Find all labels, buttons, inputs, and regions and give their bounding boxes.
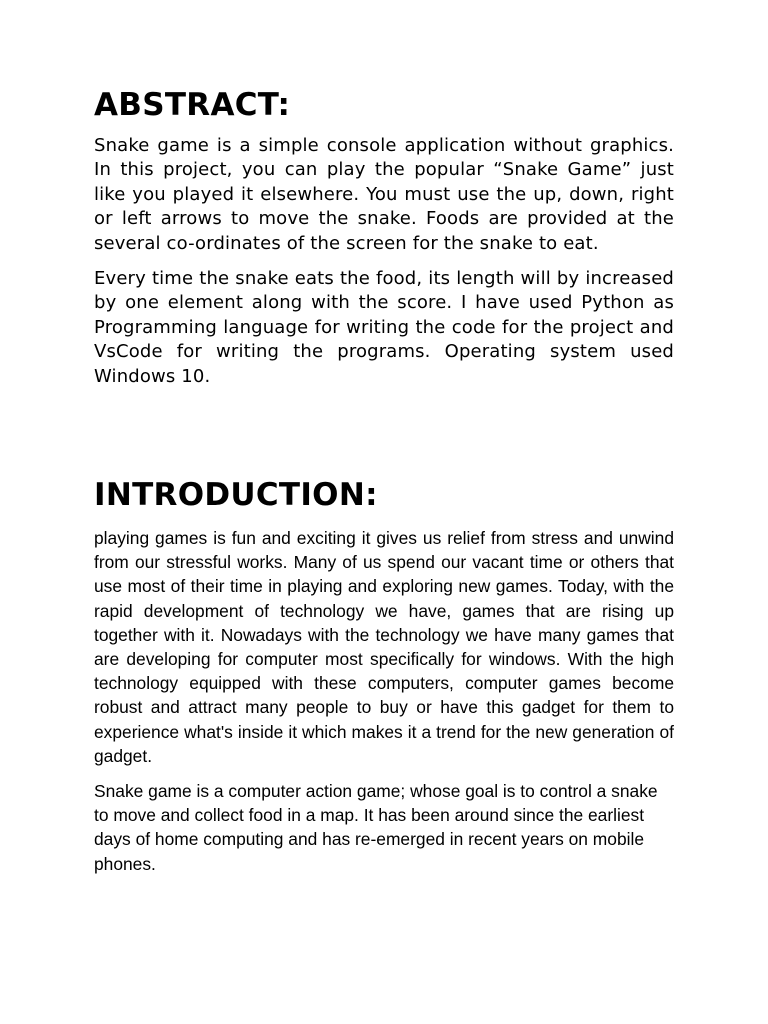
abstract-paragraph: Every time the snake eats the food, its length will by increased by one element along with the score. I have used Python as Programming language for writing the code for the project and VsCode for writing the programs. Operating system used Windows 10.: [94, 268, 674, 387]
introduction-heading: INTRODUCTION:: [94, 477, 378, 513]
introduction-paragraph: playing games is fun and exciting it gives us relief from stress and unwind from our stressful works. Many of us spend our vacant time or others that use most of their time in playing and exploring new games. Today, with the rapid development of technology we have, games that are rising up together with it. Nowadays with the technology we have many games that are developing for computer most specifically for windows. With the high technology equipped with these computers, computer games become robust and attract many people to buy or have this gadget for them to experience what's inside it which makes it a trend for the new generation of gadget.: [94, 528, 674, 766]
abstract-body: [94, 134, 674, 400]
introduction-paragraph: Snake game is a computer action game; whose goal is to control a snake to move and collect food in a map. It has been around since the earliest days of home computing and has re-emerged in recent years on mobile phones.: [94, 781, 658, 874]
abstract-paragraph: Snake game is a simple console application without graphics. In this project, you can play the popular “Snake Game” just like you played it elsewhere. You must use the up, down, right or left arrows to move the snake. Foods are provided at the several co-ordinates of the screen for the snake to eat.: [94, 135, 674, 254]
introduction-body: [94, 526, 674, 887]
abstract-heading: ABSTRACT:: [94, 87, 291, 123]
